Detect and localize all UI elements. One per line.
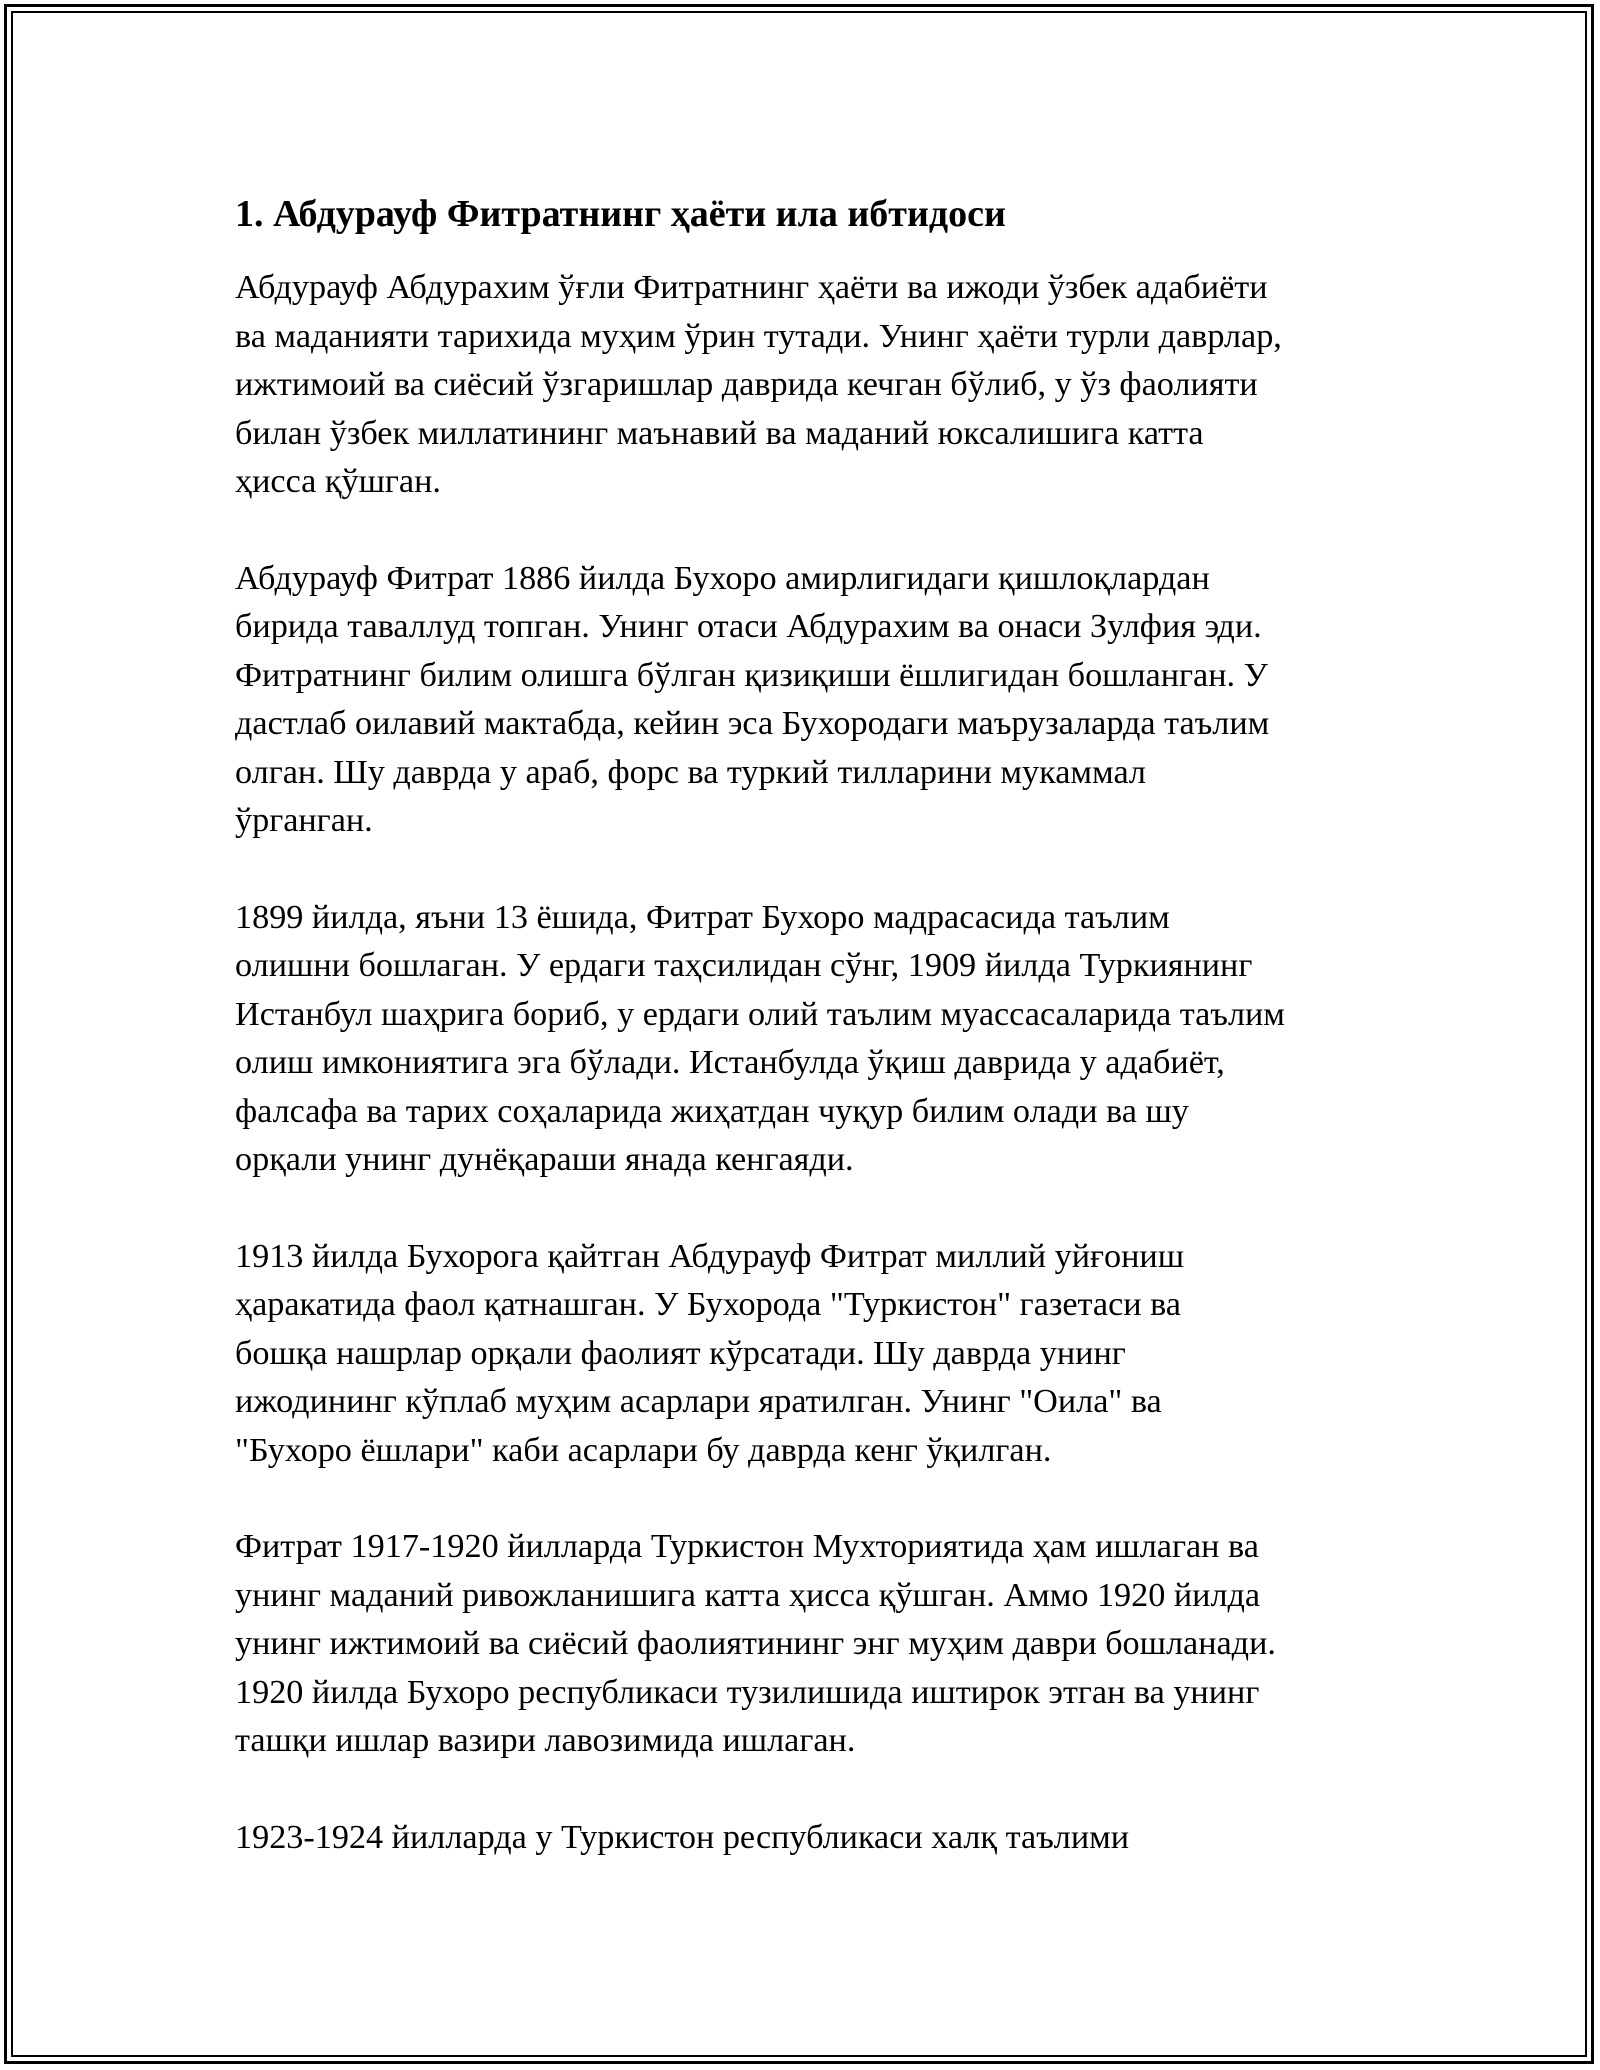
- text-line: ижтимоий ва сиёсий ўзгаришлар даврида кечган бўлиб, у ўз фаолияти: [235, 366, 1258, 403]
- text-line: Истанбул шаҳрига бориб, у ердаги олий таълим муассасаларида таълим: [235, 995, 1285, 1033]
- text-line: бирида таваллуд топган. Унинг отаси Абдурахим ва онаси Зулфия эди.: [235, 608, 1262, 645]
- text-line: бошқа нашрлар орқали фаолият кўрсатади. Шу даврда унинг: [235, 1334, 1126, 1372]
- paragraph: [235, 1523, 1375, 1766]
- text-line: ижодининг кўплаб муҳим асарлари яратилган. Унинг "Оила" ва: [235, 1383, 1162, 1420]
- text-line: дастлаб оилавий мактабда, кейин эса Бухородаги маърузаларда таълим: [235, 705, 1270, 742]
- text-line: ташқи ишлар вазири лавозимида ишлаган.: [235, 1722, 856, 1759]
- text-line: олиш имкониятига эга бўлади. Истанбулда ўқиш даврида у адабиёт,: [235, 1044, 1225, 1081]
- text-line: Фитрат 1917-1920 йилларда Туркистон Мухториятида ҳам ишлаган ва: [235, 1528, 1259, 1565]
- text-line: унинг ижтимоий ва сиёсий фаолиятининг энг муҳим даври бошланади.: [235, 1625, 1276, 1662]
- text-line: унинг маданий ривожланишига катта ҳисса қўшган. Аммо 1920 йилда: [235, 1576, 1261, 1614]
- paragraph: [235, 1233, 1375, 1476]
- text-line: ва маданияти тарихида муҳим ўрин тутади. Унинг ҳаёти турли даврлар,: [235, 317, 1282, 355]
- text-line: олишни бошлаган. У ердаги таҳсилидан сўнг, 1909 йилда Туркиянинг: [235, 947, 1253, 984]
- text-line: фалсафа ва тарих соҳаларида жиҳатдан чуқур билим олади ва шу: [235, 1092, 1189, 1130]
- section-heading: 1. Абдурауф Фитратнинг ҳаёти ила ибтидоси: [235, 193, 1006, 235]
- text-line: Фитратнинг билим олишга бўлган қизиқиши ёшлигидан бошланган. У: [235, 656, 1268, 694]
- text-line: 1899 йилда, яъни 13 ёшида, Фитрат Бухоро мадрасасида таълим: [235, 898, 1170, 936]
- paragraph: [235, 264, 1375, 507]
- paragraph: [235, 894, 1375, 1185]
- text-line: орқали унинг дунёқараши янада кенгаяди.: [235, 1141, 854, 1178]
- text-line: 1913 йилда Бухорога қайтган Абдурауф Фитрат миллий уйғониш: [235, 1237, 1185, 1275]
- text-line: Абдурауф Фитрат 1886 йилда Бухоро амирлигидаги қишлоқлардан: [235, 559, 1210, 597]
- text-line: ўрганган.: [235, 802, 373, 839]
- paragraph: [235, 555, 1375, 846]
- text-line: Абдурауф Абдурахим ўғли Фитратнинг ҳаёти ва ижоди ўзбек адабиёти: [235, 269, 1268, 306]
- text-line: 1923-1924 йилларда у Туркистон республикаси халқ таълими: [235, 1818, 1130, 1856]
- text-line: 1920 йилда Бухоро республикаси тузилишида иштирок этган ва унинг: [235, 1673, 1260, 1711]
- text-line: билан ўзбек миллатининг маънавий ва маданий юксалишига катта: [235, 414, 1204, 452]
- document-body: [235, 186, 1375, 1910]
- paragraph: [235, 1814, 1375, 1863]
- text-line: "Бухоро ёшлари" каби асарлари бу даврда кенг ўқилган.: [235, 1431, 1052, 1469]
- text-line: олган. Шу даврда у араб, форс ва туркий тилларини мукаммал: [235, 753, 1146, 791]
- text-line: ҳисса қўшган.: [235, 463, 441, 500]
- text-line: ҳаракатида фаол қатнашган. У Бухорода "Туркистон" газетаси ва: [235, 1286, 1181, 1323]
